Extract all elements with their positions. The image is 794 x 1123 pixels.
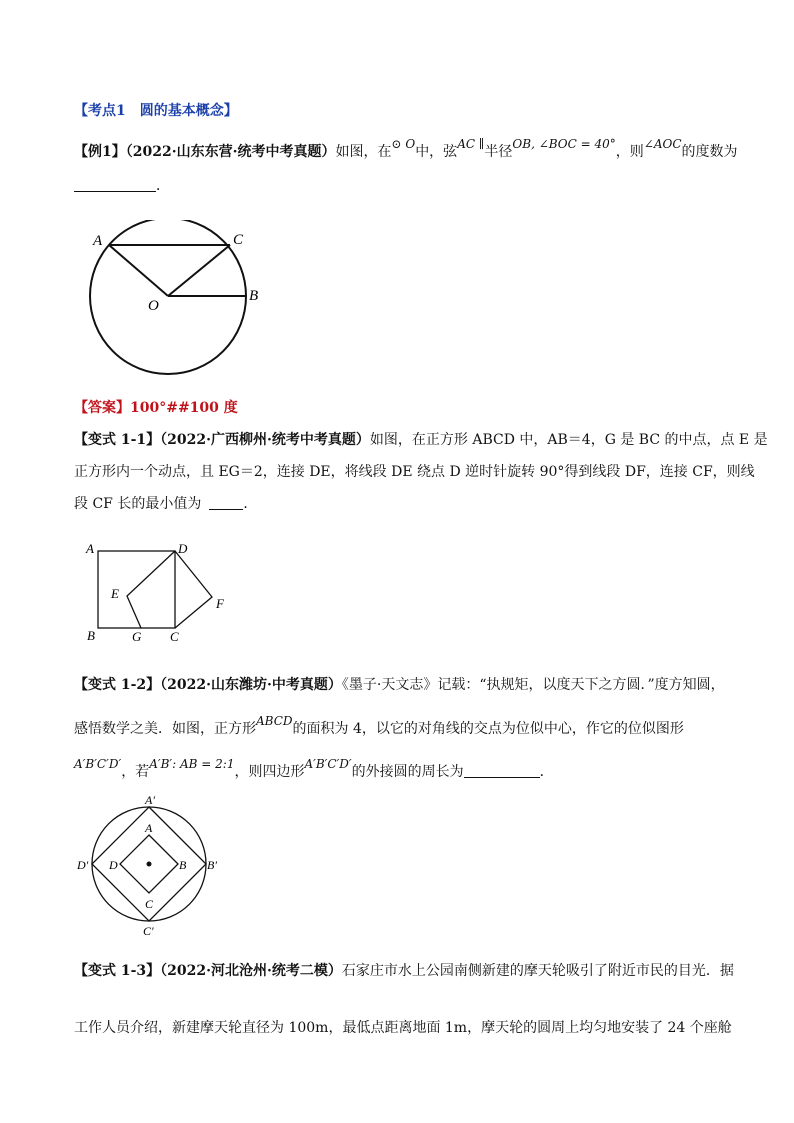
variant2-math: ABCD	[256, 714, 293, 728]
variant2-label: 【变式 1-2】	[74, 677, 161, 693]
variant2-text: 的外接圆的周长为	[351, 764, 464, 780]
example1-text: 半径	[484, 144, 513, 160]
variant3-line2: 工作人员介绍，新建摩天轮直径为 100m，最低点距离地面 1m，摩天轮的圆周上均匀地安装了 24 个座舱	[74, 1020, 732, 1036]
variant2-text: 的面积为 4，以它的对角线的交点为位似中心，作它的位似图形	[292, 721, 684, 737]
answer-label: 【答案】	[74, 400, 130, 416]
example1-stem	[74, 137, 738, 162]
variant1-source: （2022·广西柳州·统考中考真题）	[160, 432, 370, 448]
point-label-o: O	[148, 298, 159, 314]
example1-text: 中，弦	[415, 144, 458, 160]
variant2-line1	[74, 675, 725, 695]
variant1-blank[interactable]	[209, 495, 243, 510]
variant2-line2	[74, 714, 684, 739]
point-label-c: C	[233, 232, 244, 248]
point-label-a-prime: A′	[145, 793, 155, 807]
variant1-text: 如图，在正方形 ABCD 中，AB＝4，G 是 BC 的中点，点 E 是	[369, 432, 768, 448]
example1-text: 如图，在	[335, 144, 392, 160]
point-label-a: A	[86, 541, 94, 556]
variant3-label: 【变式 1-3】	[74, 963, 161, 979]
example1-figure	[84, 220, 274, 380]
point-label-e: E	[111, 586, 119, 601]
variant1-line3	[74, 494, 257, 514]
point-label-c-prime: C′	[143, 924, 154, 938]
variant2-math: A′B′C′D′	[74, 757, 122, 771]
variant2-math: A′B′C′D′	[304, 757, 352, 771]
example1-answer-line	[74, 176, 170, 196]
variant2-blank[interactable]	[464, 763, 540, 778]
variant1-line2: 正方形内一个动点，且 EG＝2，连接 DE，将线段 DE 绕点 D 逆时针旋转 90°得到线段 DF，连接 CF，则线	[74, 464, 755, 480]
point-label-d-prime: D′	[77, 858, 89, 872]
variant2-source: （2022·山东潍坊·中考真题）	[160, 677, 342, 693]
example1-source: （2022·山东东营·统考中考真题）	[125, 144, 336, 160]
example1-math: ∠AOC	[643, 137, 682, 151]
variant2-math: A′B′: AB = 2:1	[149, 757, 235, 771]
variant1-end: ．	[243, 496, 258, 512]
point-label-b: B	[179, 858, 187, 872]
variant2-line3	[74, 757, 554, 782]
example1-text: 的度数为	[681, 144, 738, 160]
variant2-end: ．	[539, 764, 554, 780]
point-label-a: A	[93, 233, 103, 249]
point-label-g: G	[132, 629, 142, 644]
point-label-b: B	[249, 288, 259, 304]
variant1-figure	[84, 538, 234, 648]
point-label-f: F	[216, 596, 224, 611]
point-label-d: D	[109, 858, 118, 872]
answer-value: 100°##100 度	[130, 400, 238, 416]
example1-math: OB, ∠BOC = 40°	[512, 137, 616, 151]
variant3-text: 石家庄市水上公园南侧新建的摩天轮吸引了附近市民的目光．据	[341, 963, 734, 979]
example1-label: 【例1】	[74, 144, 126, 160]
point-label-c: C	[145, 897, 154, 911]
variant1-label: 【变式 1-1】	[74, 432, 161, 448]
variant2-text: 感悟数学之美．如图，正方形	[74, 721, 256, 737]
example1-math: ⊙ O	[391, 137, 416, 151]
variant2-text: ，若	[121, 764, 150, 780]
answer-line	[74, 398, 238, 418]
point-label-d: D	[178, 541, 188, 556]
variant3-source: （2022·河北沧州·统考二模）	[160, 963, 342, 979]
point-label-b: B	[87, 628, 95, 643]
point-label-b-prime: B′	[207, 858, 217, 872]
variant2-figure	[74, 792, 234, 942]
answer-blank[interactable]	[74, 177, 156, 192]
point-label-c: C	[170, 629, 179, 644]
variant1-text: 段 CF 长的最小值为	[74, 496, 202, 512]
point-label-a: A	[145, 821, 153, 835]
variant1-line1	[74, 430, 768, 450]
variant2-text: ，则四边形	[234, 764, 305, 780]
example1-end: ．	[156, 178, 170, 194]
variant3-line1	[74, 961, 734, 981]
section-title: 【考点1 圆的基本概念】	[74, 103, 238, 119]
variant2-text: 《墨子·天文志》记载：“执规矩，以度天下之方圆．”度方知圆，	[341, 677, 725, 693]
example1-text: ，则	[615, 144, 644, 160]
example1-math: AC ∥	[457, 137, 485, 151]
